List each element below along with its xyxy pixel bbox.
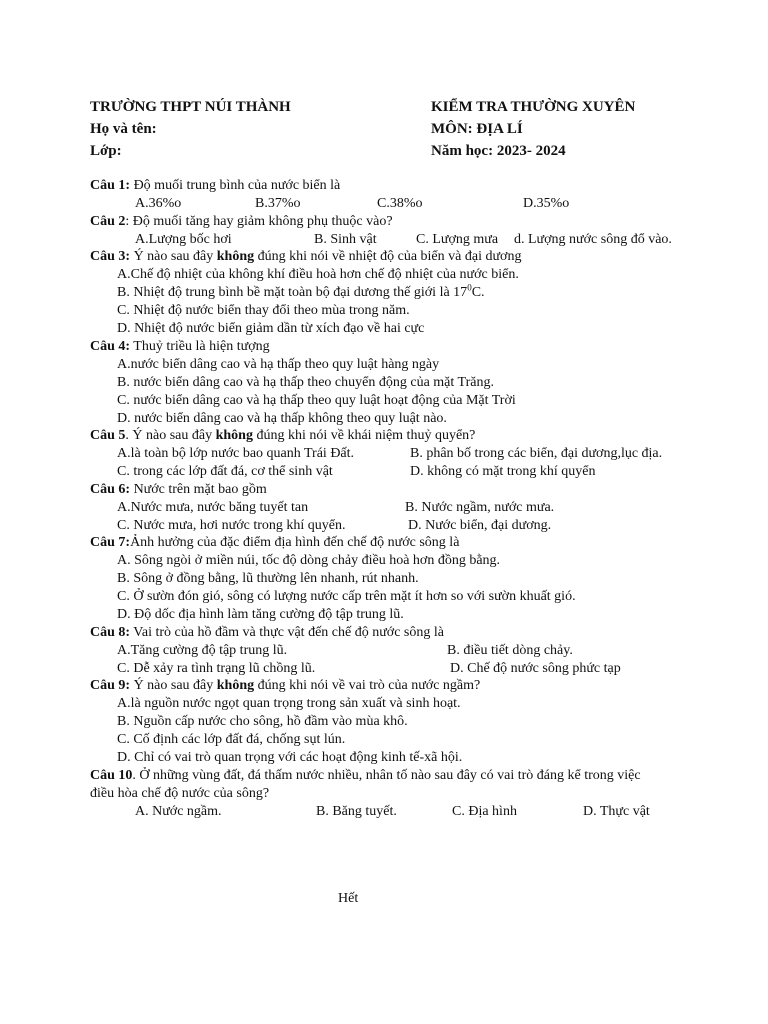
option-b: B. Nguồn cấp nước cho sông, hồ đầm vào mùa khô.	[117, 714, 408, 729]
degree-superscript: 0	[467, 282, 472, 293]
option-d: D. Nước biển, đại dương.	[408, 518, 552, 533]
option-a: A.là nguồn nước ngọt quan trọng trong sản xuất và sinh hoạt.	[117, 696, 461, 711]
option-b: B. Sông ở đồng bằng, lũ thường lên nhanh, rút nhanh.	[117, 571, 419, 586]
question-label: Câu 3:	[90, 249, 131, 264]
option-d: D. Chỉ có vai trò quan trọng với các hoạt động kinh tế-xã hội.	[117, 750, 463, 765]
option-a: A. Nước ngầm.	[135, 804, 222, 819]
end-marker: Hết	[338, 891, 359, 906]
question-label: Câu 5	[90, 428, 126, 443]
option-d: D. Độ dốc địa hình làm tăng cường độ tập trung lũ.	[117, 607, 404, 622]
question-text: . Ở những vùng đất, đá thấm nước nhiều, nhân tố nào sau đây có vai trò đáng kể trong việc	[132, 768, 641, 783]
question-1	[90, 177, 340, 195]
question-2	[90, 213, 393, 231]
question-8	[90, 624, 444, 642]
question-3	[90, 248, 521, 266]
subject-label: MÔN: ĐỊA LÍ	[431, 121, 523, 137]
option-a: A.nước biển dâng cao và hạ thấp theo quy luật hàng ngày	[117, 357, 440, 372]
question-text-pre: Ý nào sau đây	[130, 678, 217, 693]
question-text-post: đúng khi nói về nhiệt độ của biển và đại dương	[254, 249, 522, 264]
school-year: Năm học: 2023- 2024	[431, 143, 566, 159]
option-c: C. nước biển dâng cao và hạ thấp theo quy luật hoạt động của Mặt Trời	[117, 393, 516, 408]
question-9	[90, 677, 480, 695]
option-a: A.Chế độ nhiệt của không khí điều hoà hơn chế độ nhiệt của nước biển.	[117, 267, 519, 282]
question-text: Độ muối trung bình của nước biển là	[130, 178, 341, 193]
question-text-pre: Ý nào sau đây	[130, 249, 217, 264]
question-text-post: đúng khi nói về khái niệm thuỷ quyển?	[252, 428, 476, 443]
option-d: D. nước biển dâng cao và hạ thấp không theo quy luật nào.	[117, 411, 447, 426]
question-text: : Độ muối tăng hay giảm không phụ thuộc vào?	[125, 214, 393, 229]
question-text-post: đúng khi nói về vai trò của nước ngầm?	[254, 678, 481, 693]
option-d: D. Thực vật	[583, 804, 650, 819]
question-label: Câu 4:	[90, 339, 131, 354]
option-d: D. Chế độ nước sông phức tạp	[450, 661, 621, 676]
option-c: C. Lượng mưa	[416, 232, 499, 247]
question-10-continued: điều hòa chế độ nước của sông?	[90, 786, 270, 801]
question-10	[90, 767, 641, 785]
option-c: C. Ở sườn đón gió, sông có lượng nước cấp trên mặt ít hơn so với sườn khuất gió.	[117, 589, 576, 604]
school-name: TRƯỜNG THPT NÚI THÀNH	[90, 99, 291, 115]
degree-unit: C.	[471, 285, 485, 300]
option-b: B. nước biển dâng cao và hạ thấp theo chuyển động của mặt Trăng.	[117, 375, 494, 390]
option-c: C. trong các lớp đất đá, cơ thể sinh vật	[117, 464, 333, 479]
option-d: D. không có mặt trong khí quyển	[410, 464, 596, 479]
option-b: B.37%o	[255, 196, 301, 211]
question-6	[90, 481, 267, 499]
question-label: Câu 6:	[90, 482, 131, 497]
option-c: C.38%o	[377, 196, 423, 211]
option-a: A.36%o	[135, 196, 182, 211]
question-text: Nước trên mặt bao gồm	[130, 482, 267, 497]
option-d: d. Lượng nước sông đổ vào.	[514, 232, 672, 247]
option-b	[117, 284, 485, 302]
option-c: C. Nước mưa, hơi nước trong khí quyển.	[117, 518, 346, 533]
question-label: Câu 2	[90, 214, 126, 229]
question-emphasis: không	[216, 249, 255, 264]
option-b: B. điều tiết dòng chảy.	[447, 643, 573, 658]
option-c: C. Nhiệt độ nước biển thay đổi theo mùa trong năm.	[117, 303, 410, 318]
question-text: Vai trò của hồ đầm và thực vật đến chế độ nước sông là	[130, 625, 444, 640]
option-a: A. Sông ngòi ở miền núi, tốc độ dòng chảy điều hoà hơn đồng bằng.	[117, 553, 501, 568]
question-label: Câu 7:	[90, 535, 131, 550]
option-d: D. Nhiệt độ nước biển giảm dần từ xích đạo về hai cực	[117, 321, 425, 336]
question-label: Câu 1:	[90, 178, 131, 193]
option-c: C. Dễ xảy ra tình trạng lũ chồng lũ.	[117, 661, 316, 676]
option-a: A.là toàn bộ lớp nước bao quanh Trái Đất.	[117, 446, 355, 461]
option-b: B. phân bố trong các biển, đại dương,lục địa.	[410, 446, 663, 461]
question-7	[90, 534, 459, 552]
question-label: Câu 8:	[90, 625, 131, 640]
option-b: B. Nước ngầm, nước mưa.	[405, 500, 555, 515]
question-5	[90, 427, 475, 445]
name-label: Họ và tên:	[90, 121, 157, 137]
question-text: Ảnh hưởng của đặc điểm địa hình đến chế độ nước sông là	[130, 535, 460, 550]
class-label: Lớp:	[90, 143, 122, 159]
exam-title: KIỂM TRA THƯỜNG XUYÊN	[431, 99, 636, 115]
option-a: A.Tăng cường độ tập trung lũ.	[117, 643, 288, 658]
option-a: A.Lượng bốc hơi	[135, 232, 232, 247]
question-4	[90, 338, 270, 356]
option-b: B. Băng tuyết.	[316, 804, 397, 819]
question-label: Câu 9:	[90, 678, 131, 693]
question-text: Thuỷ triều là hiện tượng	[130, 339, 270, 354]
option-d: D.35%o	[523, 196, 570, 211]
option-c: C. Địa hình	[452, 804, 517, 819]
question-text-pre: . Ý nào sau đây	[125, 428, 216, 443]
question-emphasis: không	[216, 678, 255, 693]
question-label: Câu 10	[90, 768, 133, 783]
option-c: C. Cố định các lớp đất đá, chống sụt lún.	[117, 732, 346, 747]
option-b: B. Sinh vật	[314, 232, 377, 247]
option-text: B. Nhiệt độ trung bình bề mặt toàn bộ đại dương thế giới là 17	[117, 285, 468, 300]
question-emphasis: không	[215, 428, 253, 443]
option-a: A.Nước mưa, nước băng tuyết tan	[117, 500, 309, 515]
